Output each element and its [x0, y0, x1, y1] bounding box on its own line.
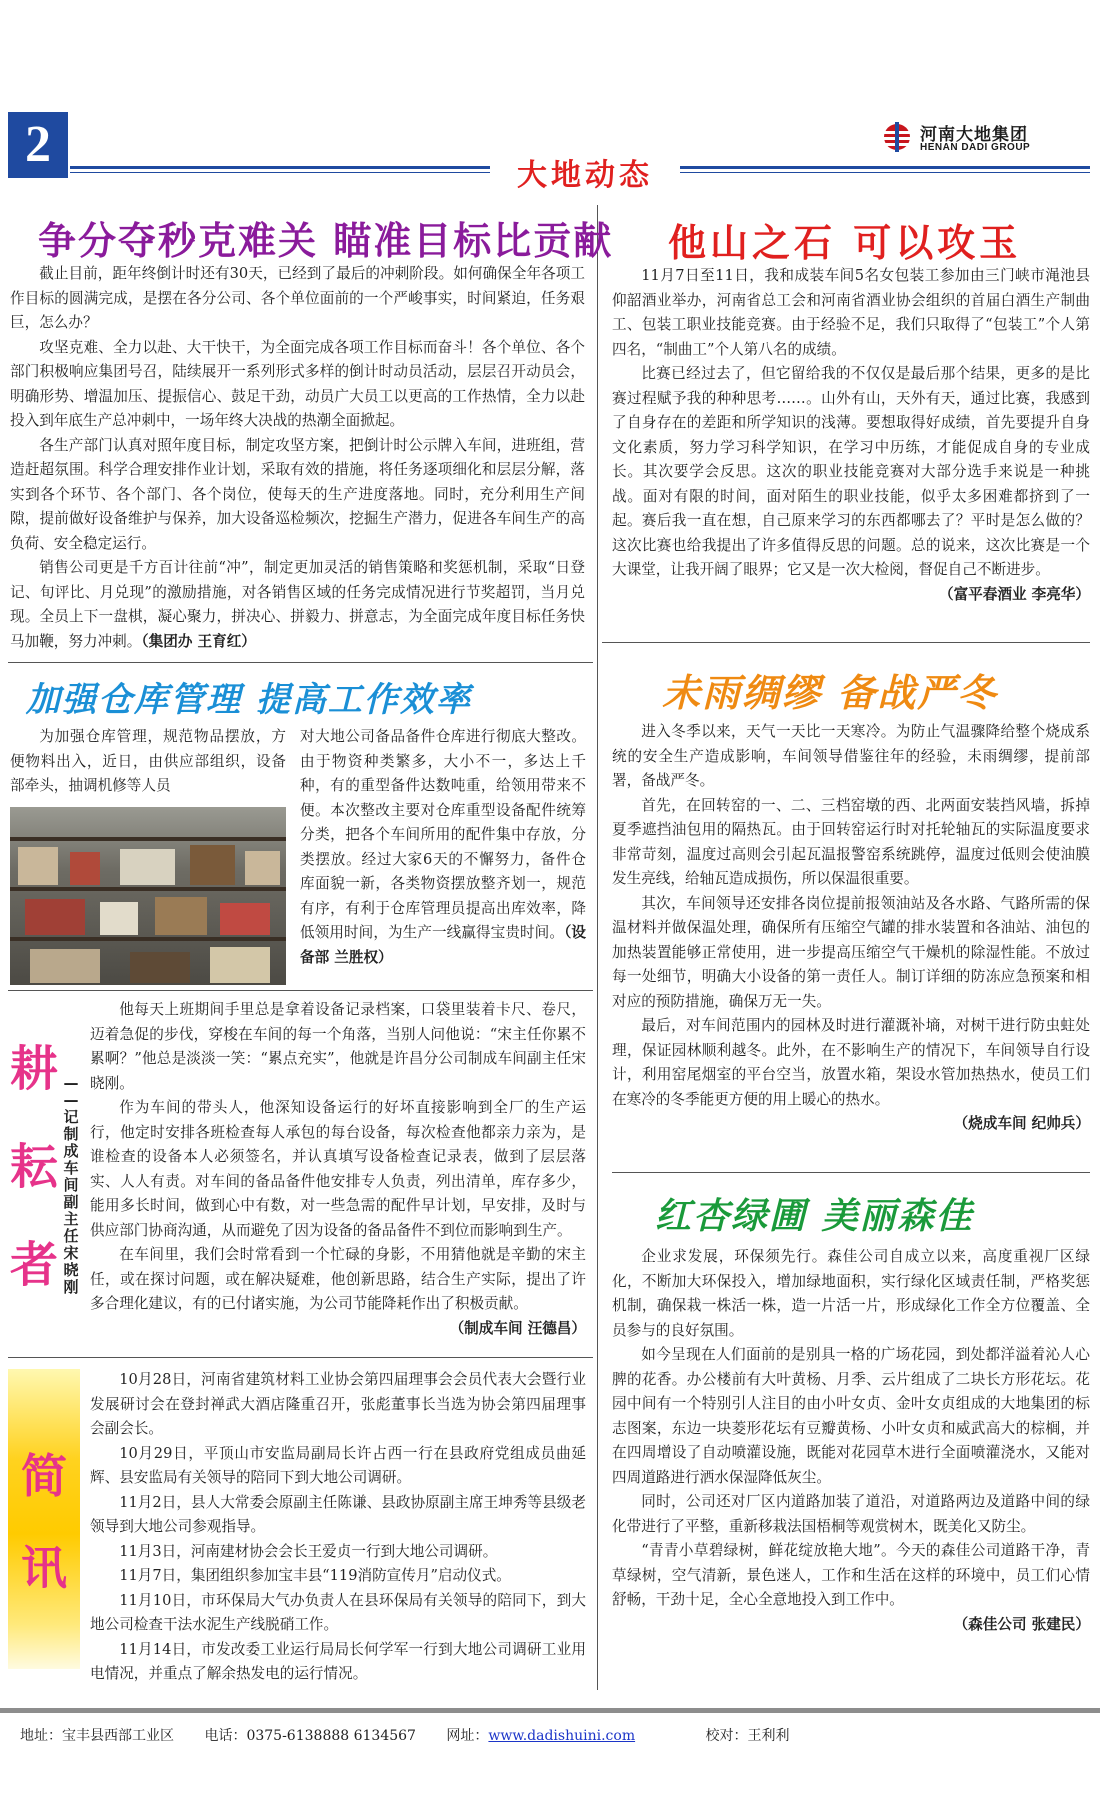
title-char: 简 [21, 1449, 67, 1503]
news-item: 11月14日，市发改委工业运行局局长何学军一行到大地公司调研工业用电情况，并重点了解余热发电的运行情况。 [90, 1640, 586, 1682]
subtitle-char: — [63, 1074, 79, 1092]
paragraph [10, 556, 585, 654]
subtitle-char: 晓 [63, 1261, 79, 1279]
article-title-warehouse: 加强仓库管理 提高工作效率 [26, 680, 472, 720]
article-body-greening [612, 1245, 1090, 1637]
title-char: 者 [9, 1237, 58, 1293]
subtitle-char: 主 [63, 1210, 79, 1228]
photo-shelf [10, 887, 286, 891]
subtitle-char: 任 [63, 1227, 79, 1245]
divider-left-3 [8, 1357, 593, 1358]
divider-right-1 [602, 642, 1090, 643]
article-title-greening: 红杏绿圃 美丽森佳 [655, 1196, 974, 1237]
news-item: 11月7日，集团组织参加宝丰县“119消防宣传月”启动仪式。 [119, 1567, 511, 1584]
footer-rule [0, 1708, 1100, 1713]
paragraph: “青青小草碧绿树，鲜花绽放艳大地”。今天的森佳公司道路干净，青草绿树，空气清新，景色迷人，工作和生活在这样的环境中，员工们心情舒畅，干劲十足，全心全意地投入到工作中。 [612, 1542, 1090, 1608]
paragraph: 他每天上班期间手里总是拿着设备记录档案，口袋里装着卡尺、卷尺，迈着急促的步伐，穿梭在车间的每一个角落，当别人问他说：“宋主任你累不累啊？”他总是淡淡一笑：“累点充实”，他就是许昌分公司制成车间副主任宋晓刚。 [90, 1001, 586, 1092]
news-item: 11月10日，市环保局大气办负责人在县环保局有关领导的陪同下，到大地公司检查干法水泥生产线脱硝工作。 [90, 1591, 586, 1633]
subtitle-char: 副 [63, 1193, 79, 1211]
logo-globe-icon [880, 122, 914, 152]
column-divider [597, 205, 598, 1690]
divider-left-2 [8, 990, 593, 991]
divider-left-1 [8, 662, 593, 663]
footer-phone: 电话：0375-6138888 6134567 [204, 1728, 416, 1744]
paragraph [612, 1613, 1090, 1638]
paragraph: 为加强仓库管理，规范物品摆放，方便物料出入，近日，由供应部组织，设备部牵头，抽调机修等人员 [10, 728, 286, 794]
paragraph: 比赛已经过去了，但它留给我的不仅仅是最后那个结果，更多的是比赛过程赋予我的种种思考……。山外有山，天外有天，通过比赛，我感到了自身存在的差距和所学知识的浅薄。要想取得好成绩，首先要提升自身文化素质，努力学习科学知识，在学习中历练，才能促成自身的专业成长。其次要学会反思。这次的职业技能竞赛对大部分选手来说是一种挑战。面对有限的时间，面对陌生的职业技能，似乎太多困难都挤到了一起。赛后我一直在想，自己原来学习的东西都哪去了？平时是怎么做的？这次比赛也给我提出了许多值得反思的问题。总的说来，这次比赛是一个大课堂，让我开阔了眼界；它又是一次大检阅，督促自己不断进步。 [612, 365, 1090, 578]
paragraph: 攻坚克难、全力以赴、大干快干，为全面完成各项工作目标而奋斗！各个单位、各个部门积极响应集团号召，陆续展开一系列形式多样的倒计时动员活动，层层召开动员会，明确形势、增温加压、提振信心、鼓足干劲，动员广大员工以更高的工作热情，全力以赴投入到年底生产总冲刺中，一场年终大决战的热潮全面掀起。 [10, 338, 585, 429]
article-body-countdown [10, 262, 585, 654]
paragraph [90, 1317, 586, 1342]
photo-shelf [10, 837, 286, 841]
title-char: 耘 [9, 1139, 58, 1195]
logo-english-text: HENAN DADI GROUP [920, 142, 1031, 153]
photo-box [155, 897, 207, 935]
warehouse-photo [10, 807, 286, 985]
paragraph: 各生产部门认真对照年度目标，制定攻坚方案，把倒计时公示牌入车间，进班组，营造赶超氛围。科学合理安排作业计划，采取有效的措施，将任务逐项细化和层层分解，落实到各个环节、各个部门、各个岗位，使每天的生产进度落地。同时，充分利用生产间隙，提前做好设备维护与保养，加大设备巡检频次，挖掘生产潜力，促进各车间生产的高负荷、安全稳定运行。 [10, 436, 585, 552]
article-body-warehouse-left [10, 725, 286, 799]
paragraph: 11月7日至11日，我和成装车间5名女包装工参加由三门峡市渑池县仰韶酒业举办，河南省总工会和河南省酒业协会组织的首届白酒生产制曲工、包装工职业技能竞赛。由于经验不足，我们只取得了“包装工”个人第四名，“制曲工”个人第八名的成绩。 [612, 267, 1090, 358]
photo-box [210, 947, 270, 983]
paragraph: 进入冬季以来，天气一天比一天寒冷。为防止气温骤降给整个烧成系统的安全生产造成影响，车间领导借鉴往年的经验，未雨绸缪，提前部署，备战严冬。 [612, 723, 1090, 789]
paragraph [612, 583, 1090, 608]
photo-box [30, 949, 100, 983]
byline: （制成车间 汪德昌） [449, 1319, 586, 1337]
article-title-countdown: 争分夺秒克难关 瞄准目标比贡献 [38, 219, 614, 263]
subtitle-char: 车 [63, 1159, 79, 1177]
paragraph: 在车间里，我们会时常看到一个忙碌的身影，不用猜他就是辛勤的宋主任，或在探讨问题，或在解决疑难，他创新思路，结合生产实际，提出了许多合理化建议，有的已付诸实施，为公司节能降耗作出了积极贡献。 [90, 1246, 586, 1312]
article-title-winter: 未雨绸缪 备战严冬 [662, 671, 998, 715]
paragraph: 截止目前，距年终倒计时还有30天，已经到了最后的冲刺阶段。如何确保全年各项工作目标的圆满完成，是摆在各分公司、各个单位面前的一个严峻事实，时间紧迫，任务艰巨，怎么办？ [10, 265, 585, 331]
article-body-other-stones [612, 264, 1090, 607]
article-title-other-stones: 他山之石 可以攻玉 [668, 221, 1022, 265]
news-item: 10月29日，平顶山市安监局副局长许占西一行在县政府党组成员曲延辉、县安监局有关领导的陪同下到大地公司调研。 [90, 1444, 586, 1486]
article-body-warehouse-right [300, 725, 586, 970]
subtitle-char: 记 [63, 1108, 79, 1126]
logo-chinese-text: 河南大地集团 [920, 125, 1028, 145]
footer-web-label: 网址： [446, 1728, 489, 1744]
company-logo [880, 118, 1050, 160]
paragraph: 如今呈现在人们面前的是别具一格的广场花园，到处都洋溢着沁人心脾的花香。办公楼前有大叶黄杨、月季、云片组成了二块长方形花坛。花园中间有一个特别引人注目的由小叶女贞、金叶女贞组成的大地集团的标志图案，东边一块菱形花坛有豆瓣黄杨、小叶女贞和威武高大的棕榈，并在四周增设了自动喷灌设施，既能对花园草木进行全面喷灌浇水，又能对四周道路进行洒水保湿降低灰尘。 [612, 1346, 1090, 1486]
footer-proofreader: 校对：王利利 [705, 1728, 790, 1744]
subtitle-char: 制 [63, 1125, 79, 1143]
footer-website-link[interactable]: www.dadishuini.com [488, 1728, 636, 1744]
header-rule-right [680, 166, 1090, 169]
title-char: 耕 [9, 1041, 58, 1097]
paragraph: 最后，对车间范围内的园林及时进行灌溉补墒，对树干进行防虫蛀处理，保证园林顺利越冬。此外，在不影响生产的情况下，车间领导自行设计，利用窑尾烟室的平台空当，放置水箱，架设水管加热热水，使员工们在寒冷的冬季能更方便的用上暖心的热水。 [612, 1017, 1090, 1108]
paragraph: 作为车间的带头人，他深知设备运行的好坏直接影响到全厂的生产运行，他定时安排各班检查每人承包的每台设备，每次检查他都亲力亲为，是谁检查的设备本人必须签名，并认真填写设备检查记录表，做到了层层落实、人人有责。对车间的备品备件他安排专人负责，列出清单，库存多少，能用多长时间，做到心中有数，对一些急需的配件早计划，早安排，及时与供应部门协商沟通，从而避免了因为设备的备品备件不到位而影响到生产。 [90, 1099, 586, 1239]
photo-box [190, 845, 235, 885]
news-item: 10月28日，河南省建筑材料工业协会第四届理事会会员代表大会暨行业发展研讨会在登封禅武大酒店隆重召开，张彪董事长当选为协会第四届理事会副会长。 [90, 1371, 586, 1437]
subtitle-char: 成 [63, 1142, 79, 1160]
paragraph [300, 725, 586, 970]
photo-box [130, 952, 190, 983]
subtitle-char: 刚 [63, 1278, 79, 1296]
header-rule-left-thin [70, 172, 490, 173]
photo-box [100, 902, 138, 935]
footer-address: 地址：宝丰县西部工业区 [20, 1728, 174, 1744]
photo-box [25, 899, 85, 935]
footer [20, 1725, 816, 1745]
paragraph-text: 销售公司更是千方百计往前“冲”，制定更加灵活的销售策略和奖惩机制，采取“日登记、旬评比、月兑现”的激励措施，对各销售区域的任务完成情况进行节奖超罚，当月兑现。全员上下一盘棋，凝心聚力，拼决心、拼毅力、拼意志，为全面完成年度目标任务快马加鞭，努力冲刺。 [10, 559, 585, 650]
photo-box [18, 847, 58, 885]
byline: （富平春酒业 李亮华） [938, 585, 1090, 603]
header-rule-right-thin [680, 172, 1090, 173]
title-char: 讯 [21, 1541, 67, 1595]
paragraph: 同时，公司还对厂区内道路加装了道沿，对道路两边及道路中间的绿化带进行了平整，重新移栽法国梧桐等观赏树木，既美化又防尘。 [612, 1493, 1090, 1535]
photo-box [245, 851, 280, 885]
paragraph-text: 对大地公司备品备件仓库进行彻底大整改。由于物资种类繁多，大小不一，多达上千种，有的重型备件达数吨重，给领用带来不便。本次整改主要对仓库重型设备配件统筹分类，把各个车间所用的配件集中存放，分类摆放。经过大家6天的不懈努力，备件仓库面貌一新，各类物资摆放整齐划一，规范有序，有利于仓库管理员提高出库效率，降低领用时间，为生产一线赢得宝贵时间。 [300, 728, 586, 941]
photo-box [120, 849, 175, 885]
vertical-title [6, 1040, 62, 1294]
header-rule-left [70, 166, 490, 169]
article-body-winter [612, 720, 1090, 1137]
vertical-subtitle [62, 1075, 80, 1296]
paragraph: 企业求发展，环保须先行。森佳公司自成立以来，高度重视厂区绿化，不断加大环保投入，增加绿地面积，实行绿化区域责任制，严格奖惩机制，确保栽一株活一株，造一片活一片，形成绿化工作全方位覆盖、全员参与的良好氛围。 [612, 1248, 1090, 1339]
subtitle-char: 间 [63, 1176, 79, 1194]
paragraph: 其次，车间领导还安排各岗位提前报领油站及各水路、气路所需的保温材料并做保温处理，确保所有压缩空气罐的排水装置和各油站、油包的加热装置能够正常使用，进一步提高压缩空气干燥机的除湿性能。不放过每一处细节，明确大小设备的第一责任人。制订详细的防冻应急预案和相对应的预防措施，确保万无一失。 [612, 894, 1090, 1010]
article-body-cultivator [90, 998, 586, 1341]
paragraph [612, 1112, 1090, 1137]
byline: （烧成车间 纪帅兵） [953, 1115, 1090, 1132]
news-title [8, 1440, 80, 1604]
byline: （森佳公司 张建民） [953, 1615, 1090, 1633]
byline: （集团办 王育红） [141, 632, 256, 650]
subtitle-char: — [63, 1091, 79, 1109]
photo-box [220, 903, 270, 935]
news-item: 11月3日，河南建材协会会长王爱贞一行到大地公司调研。 [119, 1542, 498, 1560]
page-number: 2 [8, 112, 68, 178]
subtitle-char: 宋 [63, 1244, 79, 1262]
news-list [90, 1368, 586, 1687]
byline: （设备部 兰胜权） [300, 924, 586, 966]
news-item: 11月2日，县人大常委会原副主任陈谦、县政协原副主席王坤秀等县级老领导到大地公司参观指导。 [90, 1493, 586, 1535]
section-title: 大地动态 [517, 158, 653, 193]
photo-shelf [10, 937, 286, 941]
photo-box [70, 852, 100, 885]
divider-right-2 [612, 1172, 1090, 1173]
paragraph: 首先，在回转窑的一、二、三档窑墩的西、北两面安装挡风墙，拆掉夏季遮挡油包用的隔热瓦。由于回转窑运行时对托轮轴瓦的实际温度要求非常苛刻，温度过高则会引起瓦温报警窑系统跳停，温度过低则会使油膜发生亮线，给轴瓦造成损伤，所以保温很重要。 [612, 796, 1090, 887]
